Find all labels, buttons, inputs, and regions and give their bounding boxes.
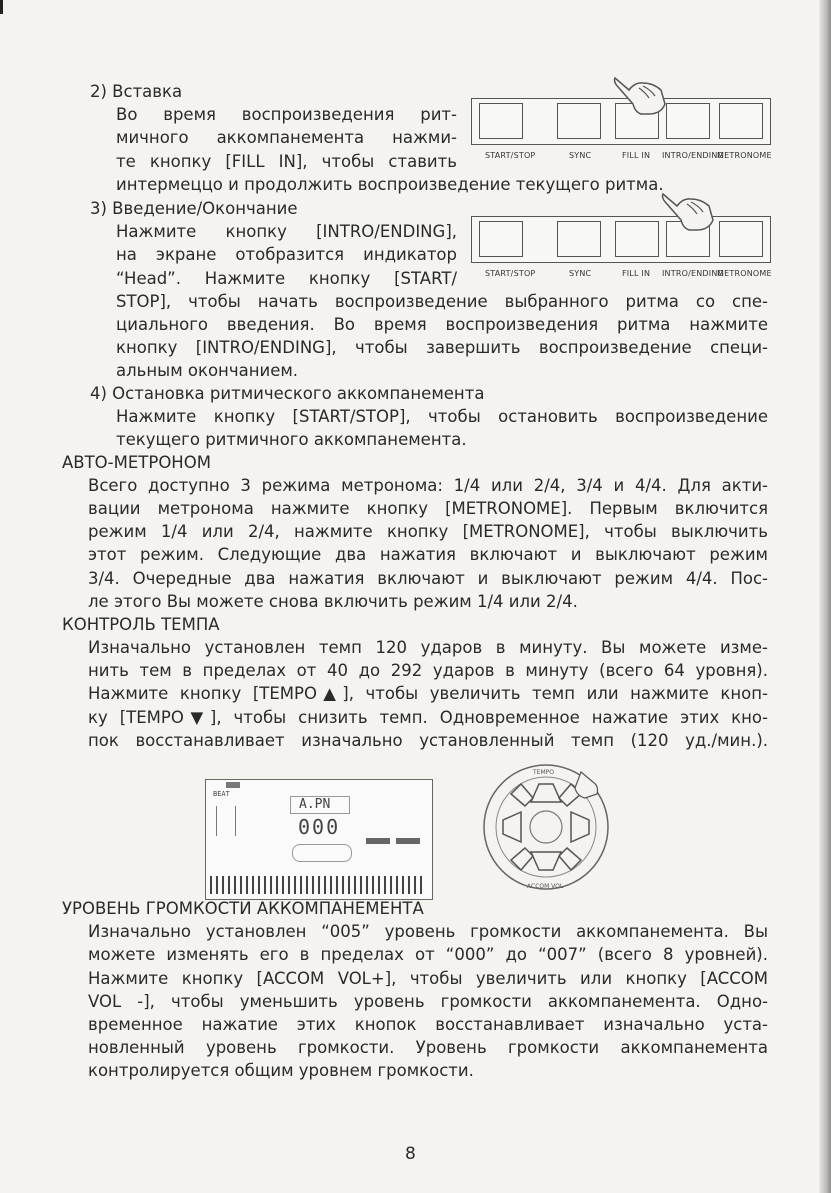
label-fill-in: FILL IN: [622, 269, 651, 278]
intro-line-3: “Head”. Нажмите кнопку [START/: [116, 269, 457, 288]
section-accomp-volume-heading: УРОВЕНЬ ГРОМКОСТИ АККОМПАНЕМЕНТА: [62, 899, 424, 918]
label-start-stop: START/STOP: [485, 151, 536, 160]
tempo-dial: [481, 762, 611, 892]
fill-in-button: [615, 221, 659, 257]
lcd-display: [205, 779, 433, 900]
sync-button: [557, 103, 601, 139]
metronome-line-4: этот режим. Следующие два нажатия включают и выключают режим: [88, 545, 768, 564]
fill-in-line-3: те кнопку [FILL IN], чтобы ставить: [116, 152, 457, 171]
section-tempo-heading: КОНТРОЛЬ ТЕМПА: [62, 615, 220, 634]
intro-line-5: циального введения. Во время воспроизведения ритма нажмите: [116, 315, 768, 334]
volume-line-7: контролируется общим уровнем громкости.: [88, 1061, 474, 1080]
label-start-stop: START/STOP: [485, 269, 536, 278]
item-fill-in-heading: 2) Вставка: [90, 82, 183, 101]
fill-in-line-2: мичного аккомпанемента нажми-: [116, 128, 457, 147]
label-fill-in: FILL IN: [622, 151, 651, 160]
lcd-staff: [216, 806, 236, 836]
stop-line-2: текущего ритмичного аккомпанемента.: [116, 430, 467, 449]
metronome-button: [719, 103, 763, 139]
label-sync: SYNC: [569, 151, 592, 160]
label-metronome: METRONOME: [717, 269, 772, 278]
tempo-line-2: нить тем в пределах от 40 до 292 ударов в минуту (всего 64 уровня).: [88, 661, 768, 680]
label-metronome: METRONOME: [717, 151, 772, 160]
fill-in-line-1: Во время воспроизведения рит-: [116, 105, 457, 124]
dial-top-label: TEMPO: [533, 769, 554, 776]
lcd-keyboard: [210, 876, 426, 894]
metronome-line-6: ле этого Вы можете снова включить режим 1/4 или 2/4.: [88, 592, 578, 611]
label-sync: SYNC: [569, 269, 592, 278]
item-stop-heading: 4) Остановка ритмического аккомпанемента: [90, 384, 485, 403]
volume-line-2: можете изменять его в пределах от “000” до “007” (всего 8 уровней).: [88, 945, 768, 964]
pointing-hand-icon: [609, 74, 669, 122]
start-stop-button: [479, 221, 523, 257]
dial-bottom-label: ACCOM VOL: [527, 883, 564, 890]
intro-line-4: STOP], чтобы начать воспроизведение выбранного ритма со спе-: [116, 292, 768, 311]
tempo-line-1: Изначально установлен темп 120 ударов в минуту. Вы можете изме-: [88, 638, 768, 657]
lcd-segment-a: [366, 838, 390, 844]
intro-line-1: Нажмите кнопку [INTRO/ENDING],: [116, 222, 457, 241]
intro-line-6: кнопку [INTRO/ENDING], чтобы завершить воспроизведение специ-: [116, 338, 768, 357]
volume-line-5: временное нажатие этих кнопок восстанавливает изначально уста-: [88, 1015, 768, 1034]
page-edge: [819, 0, 831, 1193]
start-stop-button: [479, 103, 523, 139]
intro-line-7: альным окончанием.: [116, 361, 299, 380]
metronome-line-2: вации метронома нажмите кнопку [METRONOME]. Первым включится: [88, 499, 768, 518]
metronome-line-3: режим 1/4 или 2/4, нажмите кнопку [METRONOME], чтобы выключить: [88, 522, 768, 541]
lcd-beat-label: BEAT: [213, 790, 230, 798]
volume-line-3: Нажмите кнопку [ACCOM VOL+], чтобы увеличить или кнопку [ACCOM: [88, 969, 768, 988]
section-metronome-heading: АВТО-МЕТРОНОМ: [62, 453, 211, 472]
metronome-button: [719, 221, 763, 257]
lcd-indicator: [226, 782, 240, 788]
metronome-line-5: 3/4. Очередные два нажатия включают и выключают режим 4/4. Пос-: [88, 569, 768, 588]
lcd-digits: 000: [298, 815, 341, 839]
lcd-top-text: A.PN: [299, 797, 331, 812]
metronome-line-1: Всего доступно 3 режима метронома: 1/4 или 2/4, 3/4 и 4/4. Для акти-: [88, 476, 768, 495]
item-intro-ending-heading: 3) Введение/Окончание: [90, 199, 298, 218]
scan-mark: [0, 0, 3, 14]
intro-ending-button: [666, 103, 710, 139]
volume-line-6: новленный уровень громкости. Уровень громкости аккомпанемента: [88, 1038, 768, 1057]
tempo-line-4: ку [TEMPO▼], чтобы снизить темп. Одновременное нажатие этих кно-: [88, 708, 768, 727]
label-intro-ending: INTRO/ENDING: [662, 151, 724, 160]
intro-line-2: на экране отобразится индикатор: [116, 245, 457, 264]
lcd-segment-b: [396, 838, 420, 844]
label-intro-ending: INTRO/ENDING: [662, 269, 724, 278]
volume-line-4: VOL -], чтобы уменьшить уровень громкости аккомпанемента. Одно-: [88, 992, 768, 1011]
sync-button: [557, 221, 601, 257]
lcd-mode-icon: [292, 844, 352, 862]
page-number: 8: [405, 1144, 416, 1164]
stop-line-1: Нажмите кнопку [START/STOP], чтобы остановить воспроизведение: [116, 407, 768, 426]
tempo-line-3: Нажмите кнопку [TEMPO▲], чтобы увеличить темп или нажмите кноп-: [88, 684, 768, 703]
pointing-hand-icon: [657, 190, 717, 238]
tempo-line-5: пок восстанавливает изначально установленный темп (120 уд./мин.).: [88, 731, 768, 750]
lcd-text-box: [290, 796, 350, 814]
fill-in-line-4: интермеццо и продолжить воспроизведение текущего ритма.: [116, 175, 664, 194]
volume-line-1: Изначально установлен “005” уровень громкости аккомпанемента. Вы: [88, 922, 768, 941]
